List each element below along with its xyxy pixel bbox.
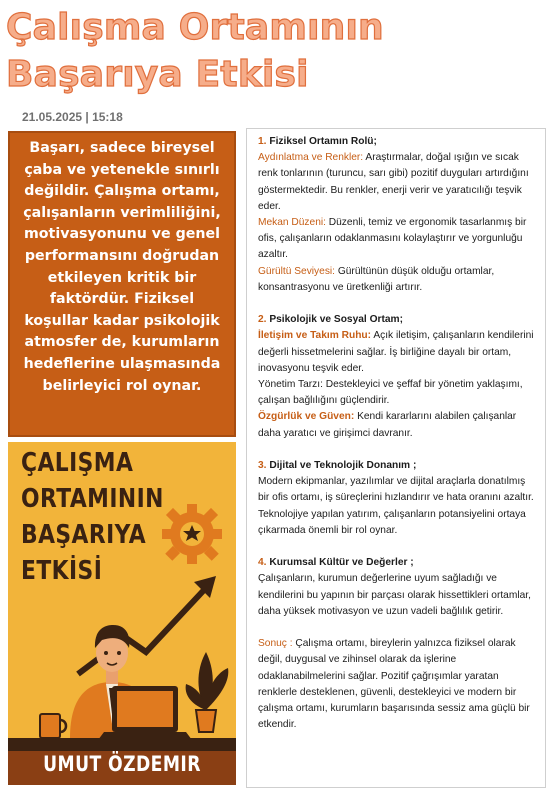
section-number: 4. [258,557,267,569]
poster-title-line: ORTAMININ [21,484,164,514]
paragraph [258,264,537,296]
coffee-mug-icon [40,714,66,738]
paragraph [258,215,537,264]
poster-illustration [8,442,236,785]
paragraph [258,636,537,733]
section-number: 2. [258,314,267,326]
poster-author: UMUT ÖZDEMIR [43,752,201,776]
paragraph-text: Kendi kararlarını alabilen çalışanlar daha yaratıcı ve girişimci davranır. [258,411,517,439]
paragraph-text: Yönetim Tarzı: Destekleyici ve şeffaf bir yönetim yaklaşımı, çalışan bağlılığını güçlendirir. [258,379,523,407]
keyword-label: İletişim ve Takım Ruhu: [258,330,372,342]
section-heading [258,555,537,571]
paragraph [258,409,537,441]
section-digital [258,458,537,539]
section-physical [258,134,537,296]
section-heading [258,458,537,474]
poster-title-line: ÇALIŞMA [21,448,134,478]
content-panel [246,128,546,788]
paragraph-text: Açık iletişim, çalışanların kendilerini değerli hissetmelerini sağlar. İş birliğine dayalı bir ortam, inovasyonu teşvik eder. [258,330,534,374]
paragraph-text: Çalışma ortamı, bireylerin yalnızca fiziksel olarak değil, duygusal ve zihinsel olarak da işlerine odaklanabilmelerini sağlar. Pozitif çağrışımlar yaratan renklerle desteklenen, güvenli, destekleyici ve modern bir çalışma ortamı, kurumların başarısında sessiz ama güçlü bir etkendir. [258,638,530,731]
paragraph [258,474,537,539]
paragraph-text: Araştırmalar, doğal ışığın ve sıcak renk tonlarının (turuncu, sarı gibi) pozitif duyguları artırdığını göstermektedir. Bu renkler, enerji verir ve yaratıcılığı teşvik eder. [258,152,529,212]
section-number: 1. [258,136,267,147]
paragraph-text: Çalışanların, kurumun değerlerine uyum sağladığı ve kendilerini bu yapının bir parçası olarak hissettikleri ortamlar, daha yüksek motivasyon ve uzun vadeli bağlılık getirir. [258,573,531,617]
paragraph [258,377,537,409]
section-psychological [258,312,537,442]
poster-title [21,445,164,589]
paragraph-text: Gürültünün düşük olduğu ortamlar, konsantrasyonu ve üretkenliği artırır. [258,265,495,293]
section-title: Psikolojik ve Sosyal Ortam; [269,314,403,326]
section-heading [258,312,537,328]
keyword-label: Özgürlük ve Güven: [258,411,355,423]
section-title: Fiziksel Ortamın Rolü; [269,136,377,147]
paragraph [258,328,537,377]
section-heading [258,134,537,150]
gear-icon [162,504,222,564]
keyword-label: Gürültü Seviyesi: [258,265,336,277]
paragraph-text: Modern ekipmanlar, yazılımlar ve dijital araçlarla donatılmış bir ofis ortamı, iş süreçlerini hızlandırır ve hata oranını azaltır. Teknolojiye yapılan yatırım, çalışanların potansiyelini ortaya çıkarmada önemli bir rol oynar. [258,476,534,536]
intro-callout: Başarı, sadece bireysel çaba ve yetenekle sınırlı değildir. Çalışma ortamı, çalışanların verimliliğini, motivasyonunu ve genel performansını doğrudan etkileyen kritik bir faktördür. Fiziksel koşullar kadar psikolojik atmosfer de, kurumların hedeflerine ulaşmasında belirleyici rol oynar. [8,131,236,437]
section-number: 3. [258,460,267,472]
date-stamp: 21.05.2025 | 15:18 [22,110,123,124]
paragraph [258,150,537,215]
paragraph [258,571,537,620]
keyword-label: Mekan Düzeni: [258,217,326,229]
poster-title-line: BAŞARIYA [21,520,147,550]
section-title: Dijital ve Teknolojik Donanım ; [269,460,417,472]
section-conclusion [258,636,537,733]
keyword-label: Aydınlatma ve Renkler: [258,152,364,164]
keyword-label: Sonuç : [258,638,293,650]
poster-title-line: ETKİSİ [21,556,103,586]
section-title: Kurumsal Kültür ve Değerler ; [269,557,414,569]
paragraph-text: Düzenli, temiz ve ergonomik tasarlanmış bir ofis, çalışanların odaklanmasını kolaylaştırır ve yorgunluğu azaltır. [258,217,527,261]
plant-icon [186,652,229,732]
section-culture [258,555,537,620]
page-title: Çalışma Ortamının Başarıya Etkisi [6,7,384,95]
